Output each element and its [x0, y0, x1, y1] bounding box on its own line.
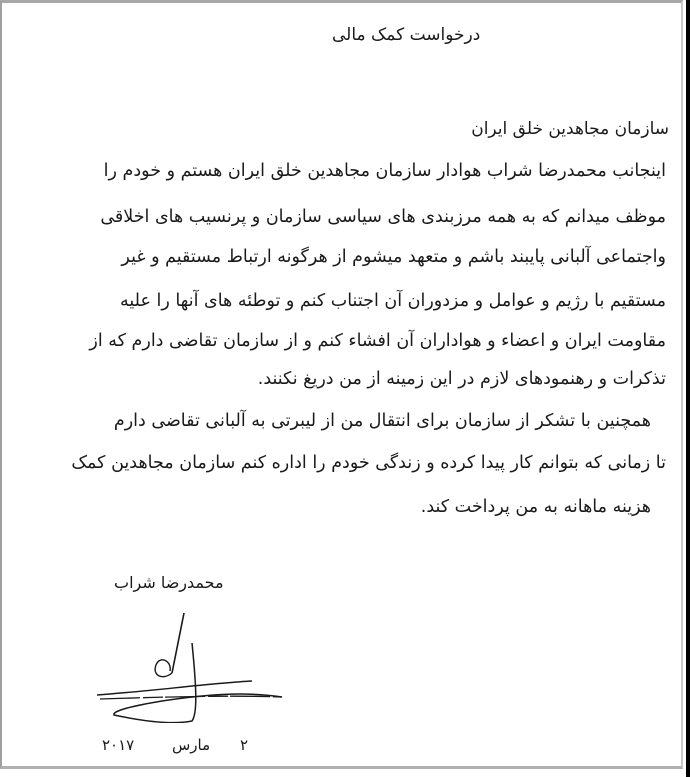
date-day: ۲	[240, 736, 249, 754]
letter-title: درخواست کمک مالی	[332, 25, 481, 45]
addressee: سازمان مجاهدین خلق ایران	[471, 119, 669, 139]
body-line-9: هزینه ماهانه به من پرداخت کند.	[420, 497, 651, 517]
body-line-2: موظف میدانم که به همه مرزبندی های سیاسی سازمان و پرنسیب های اخلاقی	[100, 207, 666, 227]
date-month: مارس	[172, 736, 211, 754]
body-line-3: واجتماعی آلبانی پایبند باشم و متعهد میشوم از هرگونه ارتباط مستقیم و غیر	[121, 247, 666, 267]
signature-icon	[92, 603, 292, 723]
body-line-5: مقاومت ایران و اعضاء و هواداران آن افشاء کنم و از سازمان تقاضی دارم که از	[89, 331, 666, 351]
body-line-7: همچنین با تشکر از سازمان برای انتقال من از لیبرتی به آلبانی تقاضی دارم	[113, 411, 651, 431]
body-line-1: اینجانب محمدرضا شراب هوادار سازمان مجاهدین خلق ایران هستم و خودم را	[103, 161, 666, 181]
body-line-6: تذکرات و رهنمودهای لازم در این زمینه از من دریغ نکنند.	[257, 369, 666, 389]
signer-name: محمدرضا شراب	[114, 573, 224, 592]
date-year: ۲۰۱۷	[102, 736, 135, 754]
scan-edge	[686, 0, 690, 777]
body-line-8: تا زمانی که بتوانم کار پیدا کرده و زندگی خودم را اداره کنم سازمان مجاهدین کمک	[71, 453, 666, 473]
body-line-4: مستقیم با رژیم و عوامل و مزدوران آن اجتناب کنم و توطئه های آنها را علیه	[120, 291, 666, 311]
